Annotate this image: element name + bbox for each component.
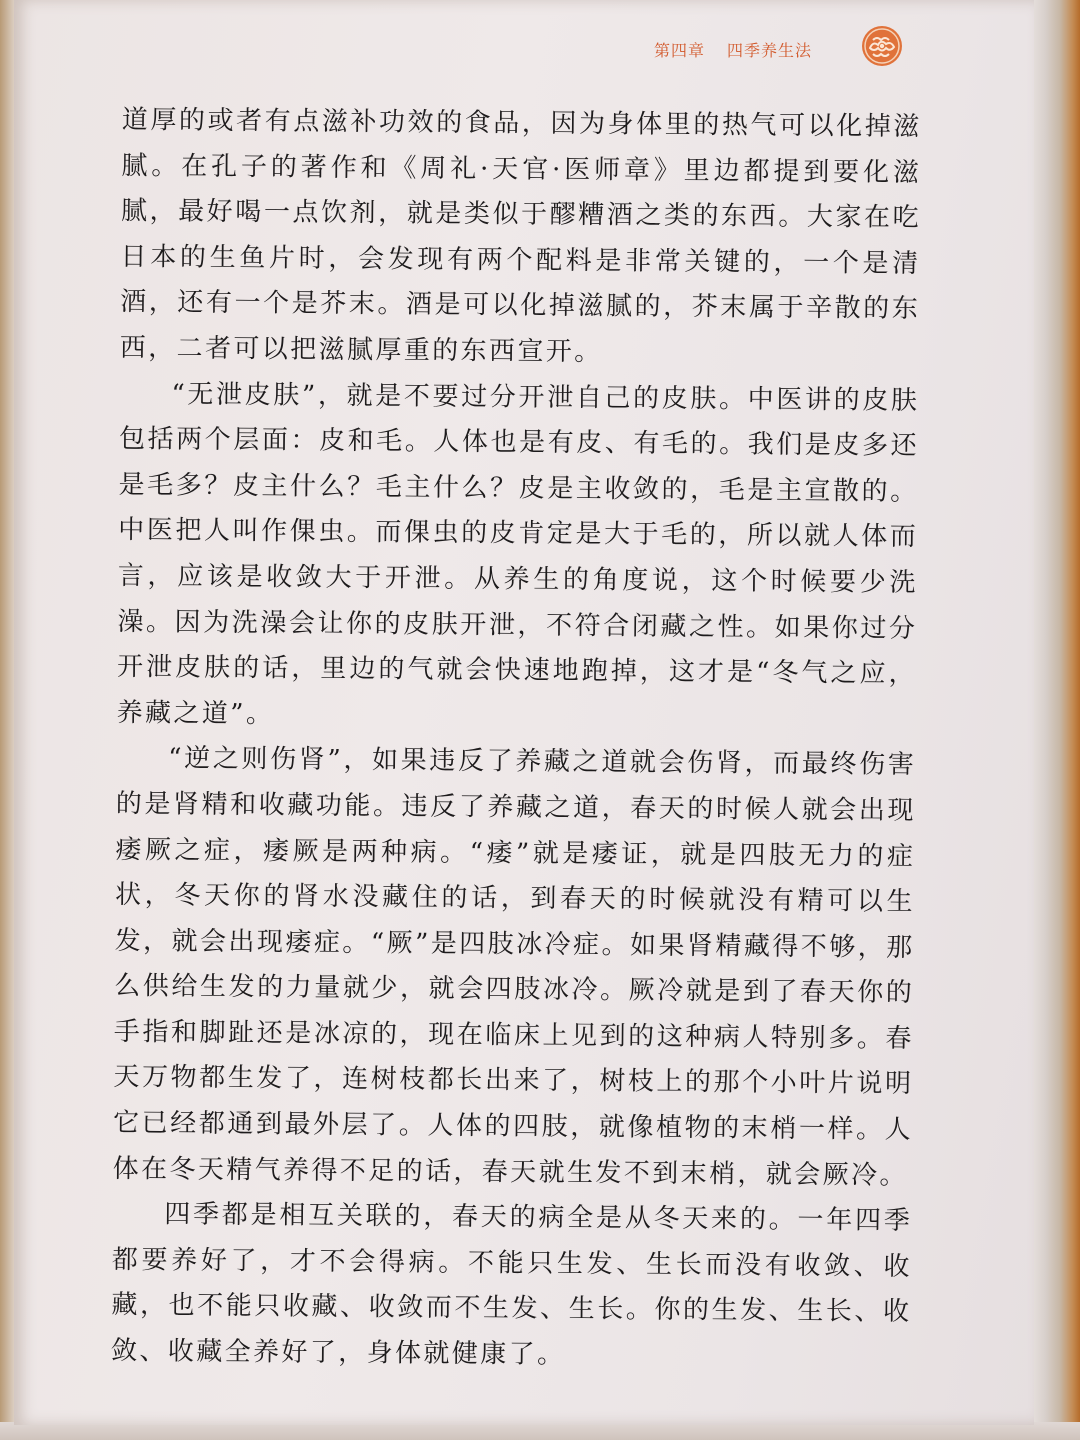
body-text [111, 98, 922, 1382]
running-header [654, 32, 812, 66]
paragraph-1: 道厚的或者有点滋补功效的食品，因为身体里的热气可以化掉滋腻。在孔子的著作和《周礼·天官·医师章》里边都提到要化滋腻，最好喝一点饮剂，就是类似于醪糟酒之类的东西。大家在吃日本的生鱼片时，会发现有两个配料是非常关键的，一个是清酒，还有一个是芥末。酒是可以化掉滋腻的，芥末属于辛散的东西，二者可以把滋腻厚重的东西宣开。 [119, 104, 922, 368]
paragraph-4: 四季都是相互关联的，春天的病全是从冬天来的。一年四季都要养好了，才不会得病。不能只生发、生长而没有收敛、收藏，也不能只收藏、收敛而不生发、生长。你的生发、生长、收敛、收藏全养好了，身体就健康了。 [110, 1199, 913, 1370]
cloud-scroll-medallion-icon [860, 24, 904, 68]
paragraph-2: “无泄皮肤”，就是不要过分开泄自己的皮肤。中医讲的皮肤包括两个层面：皮和毛。人体也是有皮、有毛的。我们是皮多还是毛多？皮主什么？毛主什么？皮是主收敛的，毛是主宣散的。中医把人叫作倮虫。而倮虫的皮肯定是大于毛的，所以就人体而言，应该是收敛大于开泄。从养生的角度说，这个时候要少洗澡。因为洗澡会让你的皮肤开泄，不符合闭藏之性。如果你过分开泄皮肤的话，里边的气就会快速地跑掉，这才是“冬气之应，养藏之道”。 [116, 379, 920, 730]
book-page [14, 0, 1034, 1425]
book-page-edges [1030, 0, 1080, 1440]
paragraph-3: “逆之则伤肾”，如果违反了养藏之道就会伤肾，而最终伤害的是肾精和收藏功能。违反了养藏之道，春天的时候人就会出现痿厥之症，痿厥是两种病。“痿”就是痿证，就是四肢无力的症状，冬天你的肾水没藏住的话，到春天的时候就没有精可以生发，就会出现痿症。“厥”是四肢冰冷症。如果肾精藏得不够，那么供给生发的力量就少，就会四肢冰冷。厥冷就是到了春天你的手指和脚趾还是冰凉的，现在临床上见到的这种病人特别多。春天万物都生发了，连树枝都长出来了，树枝上的那个小叶片说明它已经都通到最外层了。人体的四肢，就像植物的末梢一样。人体在冬天精气养得不足的话，春天就生发不到末梢，就会厥冷。 [112, 743, 917, 1191]
chapter-label: 第四章 [654, 40, 706, 60]
section-title: 四季养生法 [727, 40, 813, 60]
